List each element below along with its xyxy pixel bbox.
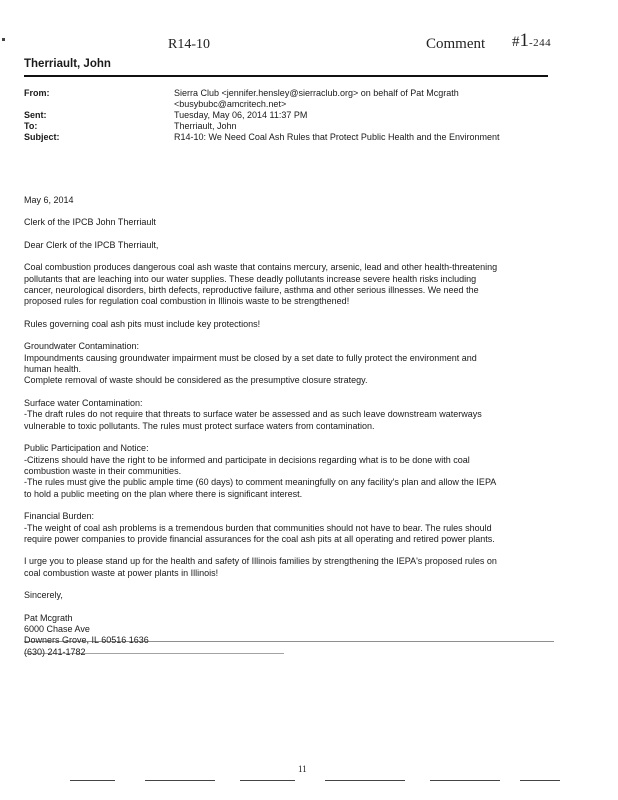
sent-row bbox=[24, 110, 564, 121]
letter-salutation: Dear Clerk of the IPCB Therriault, bbox=[24, 239, 159, 250]
sent-value: Tuesday, May 06, 2014 11:37 PM bbox=[174, 110, 308, 120]
closing-line: I urge you to please stand up for the health and safety of Illinois families by strengthening the IEPA's proposed rules on bbox=[24, 556, 497, 567]
groundwater-heading: Groundwater Contamination: bbox=[24, 341, 140, 352]
scan-line bbox=[325, 780, 405, 781]
surface-line: vulnerable to toxic pollutants. The rules must protect surface waters from contamination. bbox=[24, 420, 375, 431]
financial-line: -The weight of coal ash problems is a tremendous burden that communities should not have to bear. The rules should bbox=[24, 522, 492, 533]
from-label: From: bbox=[24, 88, 50, 98]
email-header bbox=[24, 88, 564, 143]
docket-stamp: R14-10 bbox=[168, 37, 210, 52]
subject-value: R14-10: We Need Coal Ash Rules that Protect Public Health and the Environment bbox=[174, 132, 500, 142]
financial-line: require power companies to provide financial assurances for the coal ash pits at all operating and retired power plants. bbox=[24, 533, 495, 544]
signoff: Sincerely, bbox=[24, 590, 63, 601]
page-number: 11 bbox=[298, 764, 307, 774]
participation-line: -The rules must give the public ample time (60 days) to comment meaningfully on any facility's plan and allow the IEPA bbox=[24, 477, 497, 488]
participation-line: combustion waste in their communities. bbox=[24, 465, 182, 476]
intro-line: pollutants that are leaching into our water supplies. These deadly pollutants increase severe health risks including bbox=[24, 273, 477, 284]
scan-line bbox=[240, 780, 295, 781]
surface-line: -The draft rules do not require that threats to surface water be assessed and as such leave downstream waterways bbox=[24, 409, 482, 420]
from-value-line1: Sierra Club <jennifer.hensley@sierraclub.org> on behalf of Pat Mcgrath bbox=[174, 88, 459, 98]
scan-line bbox=[70, 780, 115, 781]
to-label: To: bbox=[24, 121, 38, 131]
to-row bbox=[24, 121, 564, 132]
signature-name: Pat Mcgrath bbox=[24, 612, 73, 623]
letter-body bbox=[24, 195, 554, 658]
letter-addressee: Clerk of the IPCB John Therriault bbox=[24, 217, 156, 228]
intro-line: cancer, neurological disorders, birth defects, reproductive failure, asthma and other serious illnesses. We need the bbox=[24, 285, 479, 296]
comment-stamp: Comment bbox=[426, 36, 486, 52]
to-value: Therriault, John bbox=[174, 121, 237, 131]
comment-number-suffix: -244 bbox=[529, 37, 552, 49]
scan-mark bbox=[2, 38, 5, 41]
subject-label: Subject: bbox=[24, 132, 60, 142]
signature-street: 6000 Chase Ave bbox=[24, 623, 90, 634]
from-row bbox=[24, 88, 564, 110]
comment-number-main: 1 bbox=[519, 30, 529, 51]
header-divider bbox=[24, 75, 548, 77]
financial-heading: Financial Burden: bbox=[24, 511, 95, 522]
surface-heading: Surface water Contamination: bbox=[24, 397, 143, 408]
scan-line bbox=[24, 653, 284, 654]
groundwater-line: Impoundments causing groundwater impairment must be closed by a set date to fully protect the environment and bbox=[24, 352, 477, 363]
participation-line: to hold a public meeting on the plan where there is significant interest. bbox=[24, 488, 303, 499]
intro-line: proposed rules for regulation coal combustion in Illinois waste to be strengthened! bbox=[24, 296, 350, 307]
groundwater-line: human health. bbox=[24, 364, 82, 375]
participation-line: -Citizens should have the right to be informed and participate in decisions regarding what is to be done with coal bbox=[24, 454, 470, 465]
groundwater-line: Complete removal of waste should be considered as the presumptive closure strategy. bbox=[24, 375, 368, 386]
comment-number-stamp bbox=[512, 30, 551, 52]
scan-line bbox=[520, 780, 560, 781]
scan-line bbox=[145, 780, 215, 781]
comment-number-prefix: # bbox=[512, 34, 520, 50]
intro-line: Coal combustion produces dangerous coal ash waste that contains mercury, arsenic, lead and other health-threatening bbox=[24, 262, 498, 273]
sender-name: Therriault, John bbox=[24, 58, 111, 70]
signature-phone: (630) 241-1782 bbox=[24, 646, 86, 657]
participation-heading: Public Participation and Notice: bbox=[24, 443, 149, 454]
sent-label: Sent: bbox=[24, 110, 47, 120]
closing-line: coal combustion waste at power plants in Illinois! bbox=[24, 567, 219, 578]
scan-line bbox=[430, 780, 500, 781]
rules-intro: Rules governing coal ash pits must include key protections! bbox=[24, 318, 261, 329]
scan-line bbox=[24, 641, 554, 642]
from-value-line2: <busybubc@amcritech.net> bbox=[174, 99, 287, 109]
subject-row bbox=[24, 132, 564, 143]
letter-date: May 6, 2014 bbox=[24, 195, 74, 205]
